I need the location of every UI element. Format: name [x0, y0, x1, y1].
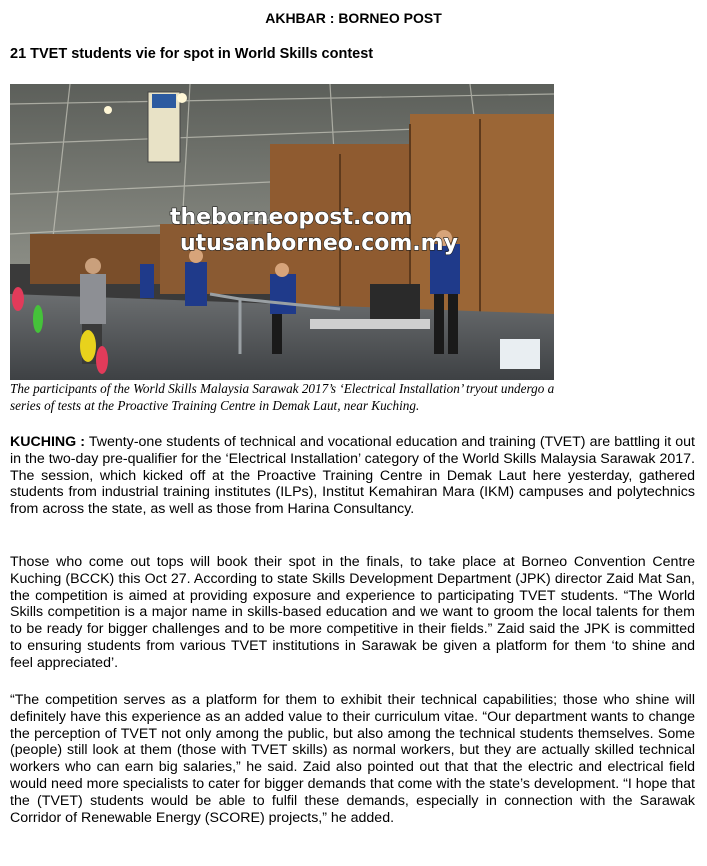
article-headline: 21 TVET students vie for spot in World Skills contest: [10, 46, 374, 62]
paragraph-1: [10, 434, 695, 518]
paragraph-3: “The competition serves as a platform for them to exhibit their technical capabilities; those who shine will definitely have this experience as an added value to their curriculum vitae. “Our department wants to change the perception of TVET not only among the public, but also among the technical students themselves. Some (people) still look at them (those with TVET skills) as normal workers, but they are actually skilled technical workers who can earn big salaries,” he said. Zaid also pointed out that that the electric and electrical field would need more specialists to cater for bigger demands that come with the state’s development. “I hope that the (TVET) students would be able to fulfil these demands, especially in connection with the Sarawak Corridor of Renewable Energy (SCORE) projects,” he added.: [10, 692, 695, 826]
photo-watermark-1: theborneopost.com: [170, 205, 413, 230]
photo-caption: The participants of the World Skills Malaysia Sarawak 2017’s ‘Electrical Installation’ tryout undergo a series of tests at the Proactive Training Centre in Demak Laut, near Kuching.: [10, 381, 555, 413]
paragraph-1-text: Twenty-one students of technical and vocational education and training (TVET) are battling it out in the two-day pre-qualifier for the ‘Electrical Installation’ category of the World Skills Malaysia Sarawak 2017. The session, which kicked off at the Proactive Training Centre in Demak Laut here yesterday, gathered students from industrial training institutes (ILPs), Institut Kemahiran Mara (IKM) campuses and polytechnics from across the state, as well as those from Harina Consultancy.: [10, 434, 695, 518]
dateline: KUCHING :: [10, 434, 86, 450]
photo-watermark-2: utusanborneo.com.my: [180, 231, 458, 256]
paragraph-2: Those who come out tops will book their spot in the finals, to take place at Borneo Convention Centre Kuching (BCCK) this Oct 27. According to state Skills Development Department (JPK) director Zaid Mat San, the competition is aimed at providing exposure and experience to participating TVET students. “The World Skills competition is a major name in skills-based education and we want to groom the local talents for them to be ready for bigger challenges and to be more competitive in their fields.” Zaid said the JPK is committed to ensuring students from various TVET institutions in Sarawak be given a platform for them ‘to shine and feel appreciated’.: [10, 554, 695, 671]
article-photo: [10, 84, 554, 380]
newspaper-source: AKHBAR : BORNEO POST: [265, 10, 442, 26]
